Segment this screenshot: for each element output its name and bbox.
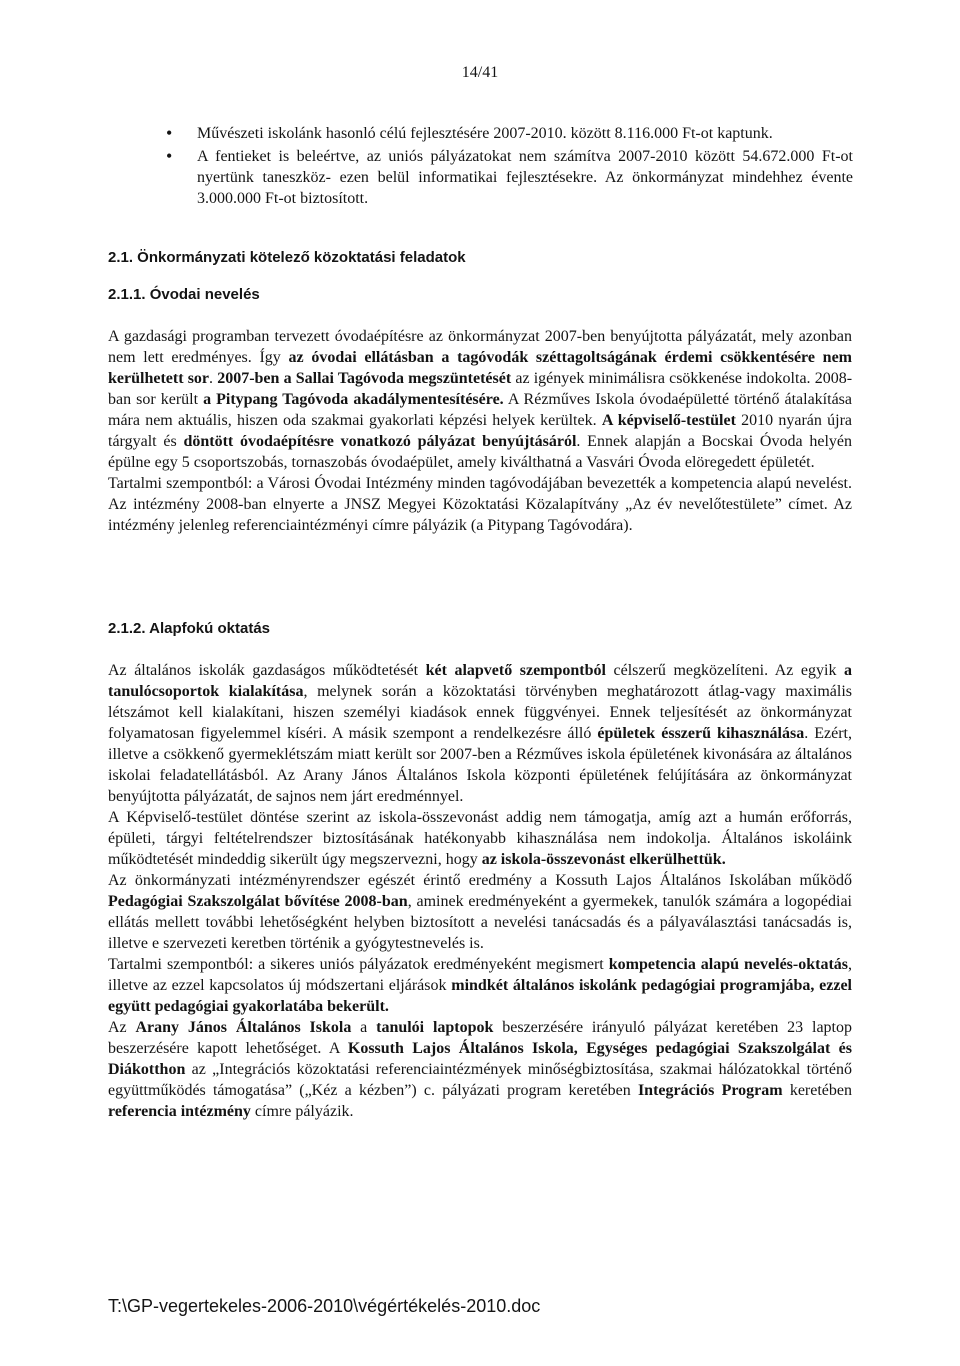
section-heading-2-1-2: 2.1.2. Alapfokú oktatás [108,620,270,637]
paragraph: A gazdasági programban tervezett óvodaépítésre az önkormányzat 2007-ben benyújtotta pályázatát, mely azonban nem lett eredményes. Így az óvodai ellátásban a tagóvodák széttagoltságának érdemi csökkentésére nem kerülhetett sor. 2007-ben a Sallai Tagóvoda megszüntetését az igények minimálisra csökkenése indokolta. 2008-ban sor került a Pitypang Tagóvoda akadálymentesítésére. A Rézműves Iskola óvodaépületté történő átalakítása mára nem aktuális, hiszen oda szakmai gyakorlati képzési helyek kerültek. A képviselő-testület 2010 nyarán újra tárgyalt és döntött óvodaépítésre vonatkozó pályázat benyújtásáról. Ennek alapján a Bocskai Óvoda helyén épülne egy 5 csoportszobás, tornaszobás óvodaépület, amely kiválthatná a Vasvári Óvoda elöregedett épületét. [108,328,853,471]
section-body-primary-education [108,660,852,1122]
page-number: 14/41 [461,64,499,81]
paragraph: Tartalmi szempontból: a sikeres uniós pályázatok eredményeként megismert kompetencia alapú nevelés-oktatás, illetve az ezzel kapcsolatos új módszertani eljárások mindkét általános iskolánk pedagógiai programjába, ezzel együtt pedagógiai gyakorlatába bekerült. [108,956,853,1015]
paragraph: Az Arany János Általános Iskola a tanulói laptopok beszerzésére irányuló pályázat keretében 23 laptop beszerzésére kapott lehetőséget. A Kossuth Lajos Általános Iskola, Egységes pedagógiai Szakszolgálat és Diákotthon az „Integrációs közoktatási referenciaintézmények minőségbiztosítása, szakmai hálózatokkal történő együttműködés támogatása” („Kéz a kézben”) c. pályázati program keretében Integrációs Program keretében referencia intézmény címre pályázik. [108,1019,852,1120]
paragraph: Tartalmi szempontból: a Városi Óvodai Intézmény minden tagóvodájában bevezették a kompetencia alapú nevelést. Az intézmény 2008-ban elnyerte a JNSZ Megyei Közoktatási Közalapítvány „Az év nevelőtestülete” címet. Az intézmény jelenleg referenciaintézményi címre pályázik (a Pitypang Tagóvodára). [108,475,852,534]
paragraph: Az általános iskolák gazdaságos működtetését két alapvető szempontból célszerű megközelíteni. Az egyik a tanulócsoportok kialakítása, melynek során a közoktatási törvényben meghatározott átlag-vagy maximális létszámot kell kialakítani, hiszen személyi kiadások ennek függvényei. Ennek teljesítését az önkormányzat folyamatosan figyelemmel kíséri. A másik szempont a rendelkezésre álló épületek ésszerű kihasználása. Ezért, illetve a csökkenő gyermeklétszám miatt került sor 2007-ben a Rézműves iskola épületének kivonására az általános iskolai feladatellátásból. Az Arany János Általános Iskola központi épületének felújítására az önkormányzat benyújtotta pályázatát, de sajnos nem járt eredménnyel. [108,662,853,805]
paragraph: A Képviselő-testület döntése szerint az iskola-összevonást addig nem támogatja, amíg azt a humán erőforrás, épületi, tárgyi feltételrendszer biztosításának hatékonyabb kihasználása nem indokolja. Általános iskoláink működtetését mindeddig sikerült úgy megszervezni, hogy az iskola-összevonást elkerülhettük. [108,809,852,868]
paragraph: Az önkormányzati intézményrendszer egészét érintő eredmény a Kossuth Lajos Általános Iskolában működő Pedagógiai Szakszolgálat bővítése 2008-ban, aminek eredményeként a gyermekek, tanulók számára a logopédiai ellátás mellett további lehetőségként helyben biztosított a nevelési tanácsadás és a pályaválasztási tanácsadás is, illetve e szervezeti keretben történik a gyógytestnevelés is. [108,872,852,952]
bullet-list [163,123,853,211]
section-heading-2-1: 2.1. Önkormányzati kötelező közoktatási feladatok [108,249,466,266]
bullet-item: • A fentieket is beleértve, az uniós pályázatokat nem számítva 2007-2010 között 54.672.000 Ft-ot nyertünk taneszköz- ezen belül informatikai fejlesztésekre. Az önkormányzat mindehhez évente 3.000.000 Ft-ot biztosított. [163,146,853,209]
section-body-kindergarten [108,326,852,536]
section-heading-2-1-1: 2.1.1. Óvodai nevelés [108,286,260,303]
footer-file-path: T:\GP-vegertekeles-2006-2010\végértékelés-2010.doc [108,1296,541,1316]
bullet-item: • Művészeti iskolánk hasonló célú fejlesztésére 2007-2010. között 8.116.000 Ft-ot kaptunk. [163,123,853,144]
